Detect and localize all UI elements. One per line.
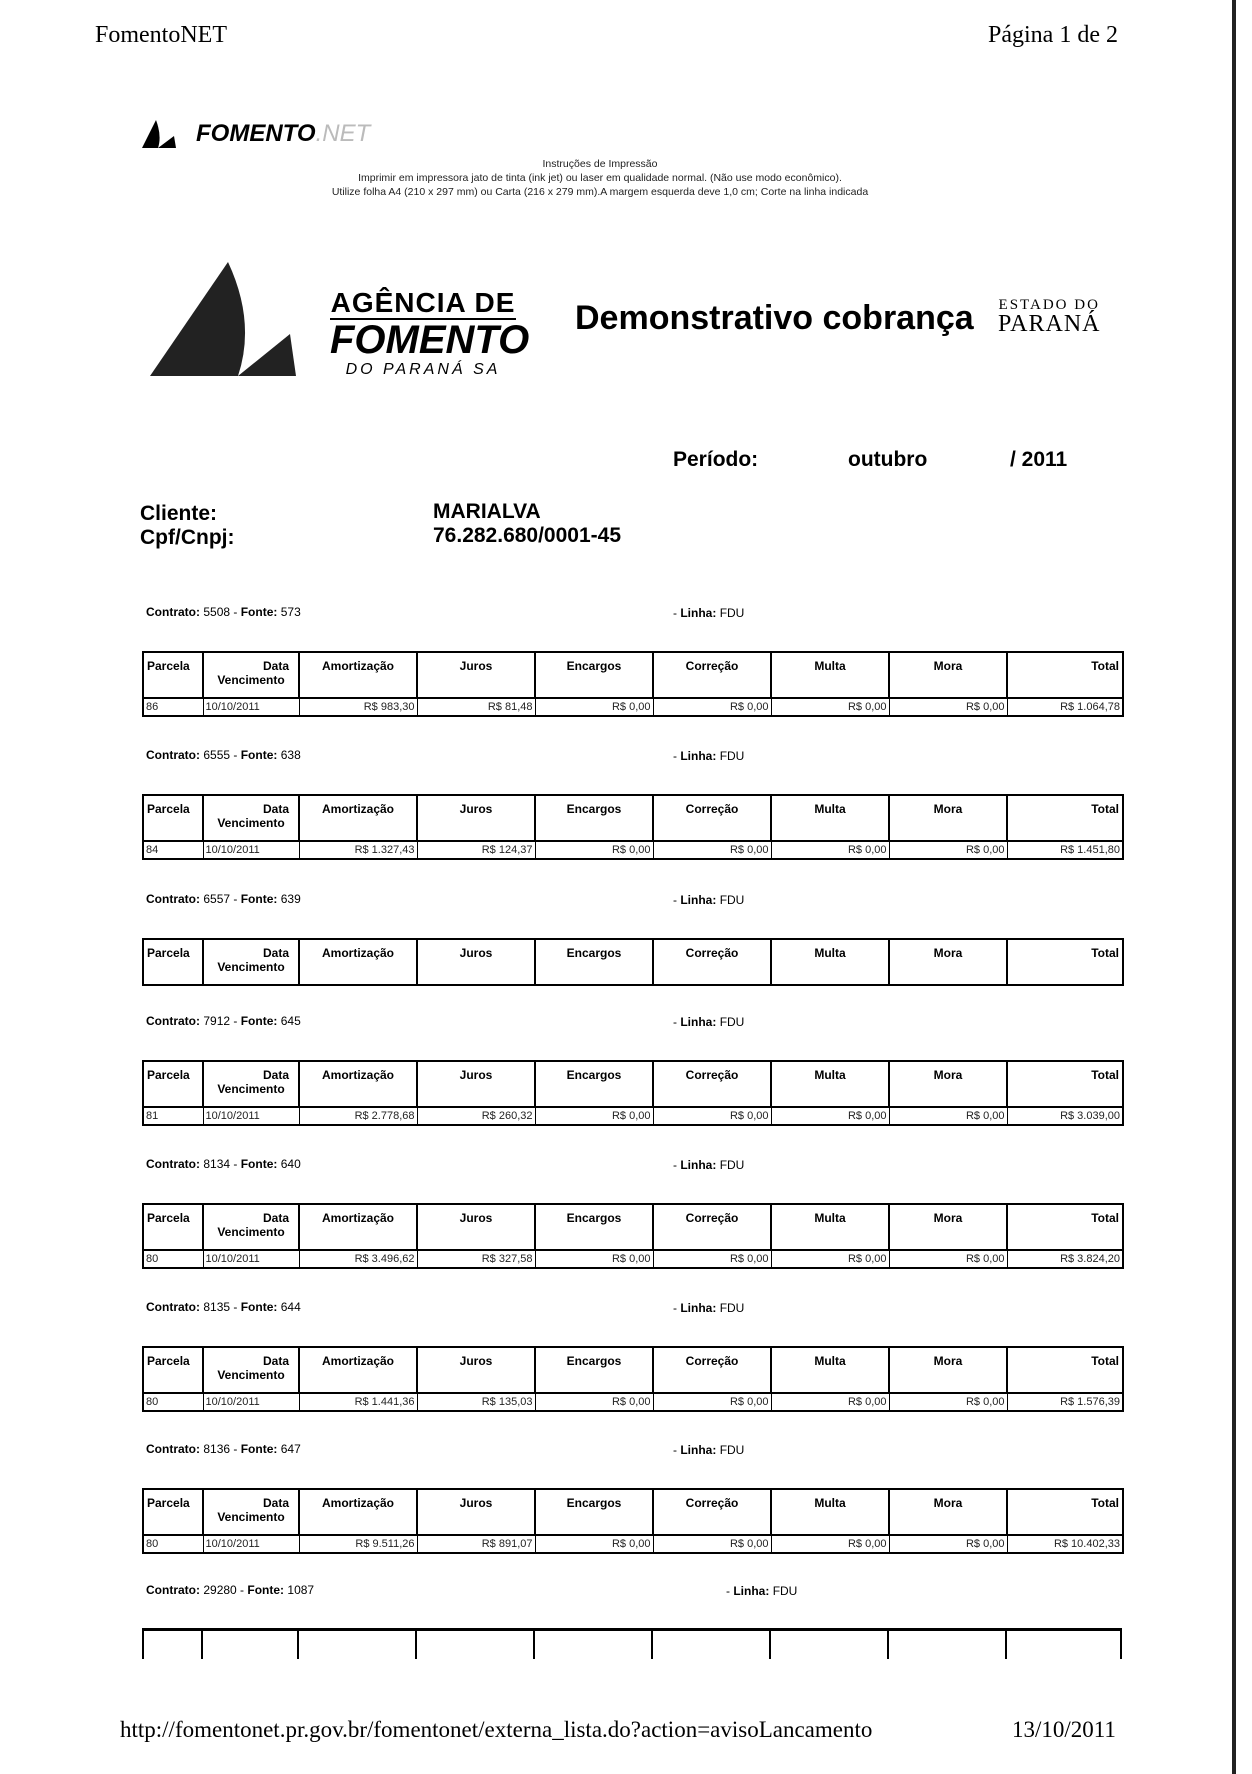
col-header-data-line1: Data [262, 1068, 289, 1082]
estado-line-2: PARANÁ [998, 311, 1101, 337]
periodo-month: outubro [848, 448, 928, 471]
table-row [143, 698, 1123, 716]
col-header-data-line2: Vencimento [217, 1225, 285, 1239]
col-header-multa: Multa [771, 1489, 889, 1535]
col-header-juros: Juros [417, 939, 535, 985]
col-header-data-line2: Vencimento [217, 1368, 285, 1382]
mini-logo-text: FOMENTO.NET [196, 120, 371, 147]
fomento-logo-icon [138, 118, 192, 150]
cell-multa: R$ 0,00 [771, 1393, 889, 1411]
col-header-data-line2: Vencimento [217, 960, 285, 974]
cell-amortizacao: R$ 1.441,36 [299, 1393, 417, 1411]
cell-total: R$ 1.451,80 [1007, 841, 1123, 859]
contract-linha: - Linha: FDU [673, 1301, 745, 1315]
contrato-label: Contrato: [146, 1157, 200, 1171]
col-header-data [203, 1061, 299, 1107]
cell-amortizacao: R$ 9.511,26 [299, 1535, 417, 1553]
col-header-data-line1: Data [262, 1354, 289, 1368]
contrato-label: Contrato: [146, 748, 200, 762]
cell-encargos: R$ 0,00 [535, 841, 653, 859]
print-instructions [200, 157, 1000, 199]
contract-linha: - Linha: FDU [673, 749, 745, 763]
col-header-total: Total [1007, 1489, 1123, 1535]
contract-header: Contrato: 8136 - Fonte: 647 [146, 1442, 301, 1456]
cell-mora: R$ 0,00 [889, 841, 1007, 859]
col-header-juros: Juros [417, 652, 535, 698]
linha-value: FDU [719, 606, 745, 620]
cell-correcao: R$ 0,00 [653, 1250, 771, 1268]
linha-label: Linha: [680, 1015, 717, 1029]
cell-parcela: 86 [143, 698, 203, 716]
contrato-number: 7912 [203, 1014, 231, 1028]
table-row [143, 1535, 1123, 1553]
linha-label: Linha: [680, 606, 717, 620]
cell-juros: R$ 891,07 [417, 1535, 535, 1553]
periodo-label: Período: [673, 448, 759, 471]
col-header-multa: Multa [771, 795, 889, 841]
col-header-encargos: Encargos [535, 652, 653, 698]
cell-multa: R$ 0,00 [771, 841, 889, 859]
cell-total: R$ 1.064,78 [1007, 698, 1123, 716]
fonte-number: 1087 [287, 1583, 315, 1597]
col-header-multa: Multa [771, 1061, 889, 1107]
cell-encargos: R$ 0,00 [535, 1250, 653, 1268]
col-header-amortizacao: Amortização [299, 1489, 417, 1535]
fonte-number: 638 [280, 748, 301, 762]
col-header-correcao: Correção [653, 939, 771, 985]
contract-table [142, 1203, 1124, 1269]
cell-total: R$ 10.402,33 [1007, 1535, 1123, 1553]
header-page-info: Página 1 de 2 [988, 22, 1118, 48]
fonte-number: 640 [280, 1157, 301, 1171]
col-header-data [203, 652, 299, 698]
contract-header: Contrato: 7912 - Fonte: 645 [146, 1014, 301, 1028]
col-header-total: Total [1007, 939, 1123, 985]
cell-mora: R$ 0,00 [889, 1250, 1007, 1268]
linha-value: FDU [719, 893, 745, 907]
agency-logo-line-2: FOMENTO [330, 318, 530, 362]
contract-linha: - Linha: FDU [673, 1443, 745, 1457]
cell-encargos: R$ 0,00 [535, 1107, 653, 1125]
col-header-encargos: Encargos [535, 1061, 653, 1107]
contract-linha: - Linha: FDU [673, 606, 745, 620]
contract-header: Contrato: 8134 - Fonte: 640 [146, 1157, 301, 1171]
contract-table [142, 651, 1124, 717]
col-header-amortizacao: Amortização [299, 795, 417, 841]
cell-correcao: R$ 0,00 [653, 1535, 771, 1553]
col-header-parcela: Parcela [143, 939, 203, 985]
col-header-encargos: Encargos [535, 1347, 653, 1393]
col-header-mora: Mora [889, 1061, 1007, 1107]
header-app-title: FomentoNET [95, 22, 227, 48]
contract-header: Contrato: 6555 - Fonte: 638 [146, 748, 301, 762]
fomento-net-logo [138, 118, 370, 150]
cell-correcao: R$ 0,00 [653, 1107, 771, 1125]
contract-table [142, 794, 1124, 860]
cpf-label: Cpf/Cnpj: [140, 526, 235, 549]
cell-mora: R$ 0,00 [889, 1393, 1007, 1411]
contrato-number: 5508 [203, 605, 231, 619]
fonte-label: Fonte: [240, 892, 278, 906]
col-header-multa: Multa [771, 1347, 889, 1393]
contract-table [142, 1060, 1124, 1126]
col-header-juros: Juros [417, 1489, 535, 1535]
cell-mora: R$ 0,00 [889, 1535, 1007, 1553]
fonte-label: Fonte: [240, 605, 278, 619]
col-header-mora: Mora [889, 795, 1007, 841]
contrato-number: 6555 [203, 748, 231, 762]
instructions-line-2: Utilize folha A4 (210 x 297 mm) ou Carta (216 x 279 mm).A margem esquerda deve 1,0 cm; Corte na linha indicada [331, 186, 869, 198]
col-header-amortizacao: Amortização [299, 939, 417, 985]
cell-parcela: 80 [143, 1393, 203, 1411]
contrato-label: Contrato: [146, 605, 200, 619]
col-header-amortizacao: Amortização [299, 1061, 417, 1107]
col-header-parcela: Parcela [143, 1347, 203, 1393]
cell-total: R$ 3.039,00 [1007, 1107, 1123, 1125]
periodo-year: / 2011 [1010, 448, 1068, 471]
col-header-encargos: Encargos [535, 1204, 653, 1250]
cell-data: 10/10/2011 [203, 841, 299, 859]
cell-encargos: R$ 0,00 [535, 1535, 653, 1553]
cell-amortizacao: R$ 3.496,62 [299, 1250, 417, 1268]
table-row [143, 1107, 1123, 1125]
cell-amortizacao: R$ 1.327,43 [299, 841, 417, 859]
col-header-data [203, 795, 299, 841]
col-header-data-line2: Vencimento [217, 816, 285, 830]
cell-juros: R$ 81,48 [417, 698, 535, 716]
linha-last: - Linha: FDU [726, 1584, 798, 1598]
col-header-correcao: Correção [653, 1204, 771, 1250]
col-header-encargos: Encargos [535, 1489, 653, 1535]
cell-correcao: R$ 0,00 [653, 1393, 771, 1411]
col-header-mora: Mora [889, 1489, 1007, 1535]
col-header-amortizacao: Amortização [299, 652, 417, 698]
contrato-label: Contrato: [146, 1300, 200, 1314]
contrato-label: Contrato: [146, 1014, 200, 1028]
linha-label: Linha: [680, 749, 717, 763]
cell-parcela: 80 [143, 1535, 203, 1553]
cell-correcao: R$ 0,00 [653, 698, 771, 716]
col-header-mora: Mora [889, 652, 1007, 698]
contract-table [142, 1346, 1124, 1412]
col-header-multa: Multa [771, 939, 889, 985]
cell-parcela: 81 [143, 1107, 203, 1125]
cell-amortizacao: R$ 2.778,68 [299, 1107, 417, 1125]
cliente-label: Cliente: [140, 502, 218, 525]
cell-encargos: R$ 0,00 [535, 698, 653, 716]
cell-parcela: 80 [143, 1250, 203, 1268]
col-header-encargos: Encargos [535, 939, 653, 985]
fonte-label: Fonte: [240, 1014, 278, 1028]
linha-value: FDU [719, 749, 745, 763]
cell-data: 10/10/2011 [203, 1535, 299, 1553]
col-header-data-line1: Data [262, 1496, 289, 1510]
col-header-mora: Mora [889, 1204, 1007, 1250]
cell-total: R$ 1.576,39 [1007, 1393, 1123, 1411]
col-header-data-line1: Data [262, 802, 289, 816]
linha-label: Linha: [680, 1301, 717, 1315]
col-header-mora: Mora [889, 939, 1007, 985]
table-header-row [143, 1204, 1123, 1250]
table-header-row [143, 1061, 1123, 1107]
cell-parcela: 84 [143, 841, 203, 859]
cell-juros: R$ 327,58 [417, 1250, 535, 1268]
col-header-parcela: Parcela [143, 1061, 203, 1107]
fonte-label: Fonte: [240, 1157, 278, 1171]
col-header-correcao: Correção [653, 652, 771, 698]
contract-linha: - Linha: FDU [673, 893, 745, 907]
fonte-number: 573 [280, 605, 301, 619]
cell-data: 10/10/2011 [203, 1107, 299, 1125]
agency-logo-text [330, 287, 530, 380]
linha-value: FDU [719, 1443, 745, 1457]
fonte-number: 644 [280, 1300, 301, 1314]
table-header-frame-cut [142, 1628, 1122, 1659]
cell-juros: R$ 135,03 [417, 1393, 535, 1411]
table-header-row [143, 795, 1123, 841]
agency-logo-icon [148, 262, 308, 380]
linha-label: Linha: [733, 1584, 770, 1598]
col-header-total: Total [1007, 795, 1123, 841]
contrato-number: 29280 [203, 1583, 237, 1597]
col-header-amortizacao: Amortização [299, 1204, 417, 1250]
linha-value: FDU [719, 1158, 745, 1172]
cell-correcao: R$ 0,00 [653, 841, 771, 859]
mini-logo-main: FOMENTO [196, 120, 316, 147]
mini-logo-suffix: NET [322, 120, 371, 147]
col-header-juros: Juros [417, 1061, 535, 1107]
col-header-correcao: Correção [653, 1061, 771, 1107]
instructions-title: Instruções de Impressão [542, 158, 658, 170]
fonte-label: Fonte: [247, 1583, 285, 1597]
table-header-row [143, 1489, 1123, 1535]
col-header-juros: Juros [417, 1204, 535, 1250]
cell-data: 10/10/2011 [203, 698, 299, 716]
cell-multa: R$ 0,00 [771, 1250, 889, 1268]
col-header-parcela: Parcela [143, 1489, 203, 1535]
cell-juros: R$ 260,32 [417, 1107, 535, 1125]
contrato-label: Contrato: [146, 1583, 200, 1597]
col-header-data-line1: Data [262, 1211, 289, 1225]
contrato-label: Contrato: [146, 1442, 200, 1456]
linha-label: Linha: [680, 1158, 717, 1172]
cell-juros: R$ 124,37 [417, 841, 535, 859]
cell-mora: R$ 0,00 [889, 698, 1007, 716]
col-header-data-line2: Vencimento [217, 1082, 285, 1096]
linha-value: FDU [719, 1015, 745, 1029]
contract-linha: - Linha: FDU [673, 1158, 745, 1172]
contract-table [142, 1488, 1124, 1554]
col-header-data-line1: Data [262, 659, 289, 673]
agency-logo-line-3: DO PARANÁ SA [345, 361, 501, 378]
cpf-value: 76.282.680/0001-45 [433, 524, 622, 547]
table-row [143, 1250, 1123, 1268]
col-header-data-line2: Vencimento [217, 1510, 285, 1524]
col-header-correcao: Correção [653, 795, 771, 841]
cell-multa: R$ 0,00 [771, 1107, 889, 1125]
table-header-row [143, 1347, 1123, 1393]
col-header-juros: Juros [417, 1347, 535, 1393]
contrato-number: 8135 [203, 1300, 231, 1314]
document-title: Demonstrativo cobrança [575, 299, 974, 337]
fonte-number: 645 [280, 1014, 301, 1028]
cell-multa: R$ 0,00 [771, 698, 889, 716]
col-header-correcao: Correção [653, 1489, 771, 1535]
agency-logo-line-1: AGÊNCIA DE [330, 287, 516, 318]
cell-data: 10/10/2011 [203, 1393, 299, 1411]
table-row [143, 841, 1123, 859]
col-header-data-line2: Vencimento [217, 673, 285, 687]
fonte-label: Fonte: [240, 1442, 278, 1456]
col-header-data [203, 1204, 299, 1250]
contract-table [142, 938, 1124, 986]
contract-header: Contrato: 5508 - Fonte: 573 [146, 605, 301, 619]
contract-linha: - Linha: FDU [673, 1015, 745, 1029]
table-header-row [143, 652, 1123, 698]
footer-date: 13/10/2011 [1012, 1717, 1116, 1742]
contrato-number: 8134 [203, 1157, 231, 1171]
linha-value: FDU [772, 1584, 798, 1598]
col-header-correcao: Correção [653, 1347, 771, 1393]
linha-label: Linha: [680, 893, 717, 907]
cell-data: 10/10/2011 [203, 1250, 299, 1268]
cliente-value: MARIALVA [433, 500, 541, 523]
col-header-parcela: Parcela [143, 652, 203, 698]
cell-mora: R$ 0,00 [889, 1107, 1007, 1125]
cell-encargos: R$ 0,00 [535, 1393, 653, 1411]
fonte-number: 639 [280, 892, 301, 906]
col-header-mora: Mora [889, 1347, 1007, 1393]
estado-line-1: ESTADO DO [998, 297, 1100, 313]
col-header-data-line1: Data [262, 946, 289, 960]
contract-header: Contrato: 6557 - Fonte: 639 [146, 892, 301, 906]
instructions-line-1: Imprimir em impressora jato de tinta (ink jet) ou laser em qualidade normal. (Não use modo econômico). [358, 172, 842, 184]
col-header-data [203, 1489, 299, 1535]
contrato-number: 8136 [203, 1442, 231, 1456]
contrato-number: 6557 [203, 892, 231, 906]
linha-label: Linha: [680, 1443, 717, 1457]
fonte-label: Fonte: [240, 748, 278, 762]
col-header-total: Total [1007, 1347, 1123, 1393]
table-header-row [143, 939, 1123, 985]
fonte-number: 647 [280, 1442, 301, 1456]
contract-header: Contrato: 8135 - Fonte: 644 [146, 1300, 301, 1314]
contract-header-last: Contrato: 29280 - Fonte: 1087 [146, 1583, 315, 1597]
fonte-label: Fonte: [240, 1300, 278, 1314]
cell-total: R$ 3.824,20 [1007, 1250, 1123, 1268]
col-header-data [203, 939, 299, 985]
col-header-parcela: Parcela [143, 795, 203, 841]
col-header-total: Total [1007, 652, 1123, 698]
col-header-encargos: Encargos [535, 795, 653, 841]
col-header-multa: Multa [771, 652, 889, 698]
col-header-total: Total [1007, 1061, 1123, 1107]
table-row [143, 1393, 1123, 1411]
col-header-amortizacao: Amortização [299, 1347, 417, 1393]
col-header-juros: Juros [417, 795, 535, 841]
footer-url: http://fomentonet.pr.gov.br/fomentonet/externa_lista.do?action=avisoLancamento [120, 1717, 873, 1742]
cell-amortizacao: R$ 983,30 [299, 698, 417, 716]
linha-value: FDU [719, 1301, 745, 1315]
cell-multa: R$ 0,00 [771, 1535, 889, 1553]
col-header-data [203, 1347, 299, 1393]
col-header-parcela: Parcela [143, 1204, 203, 1250]
col-header-multa: Multa [771, 1204, 889, 1250]
col-header-total: Total [1007, 1204, 1123, 1250]
estado-logo [998, 298, 1100, 336]
contrato-label: Contrato: [146, 892, 200, 906]
